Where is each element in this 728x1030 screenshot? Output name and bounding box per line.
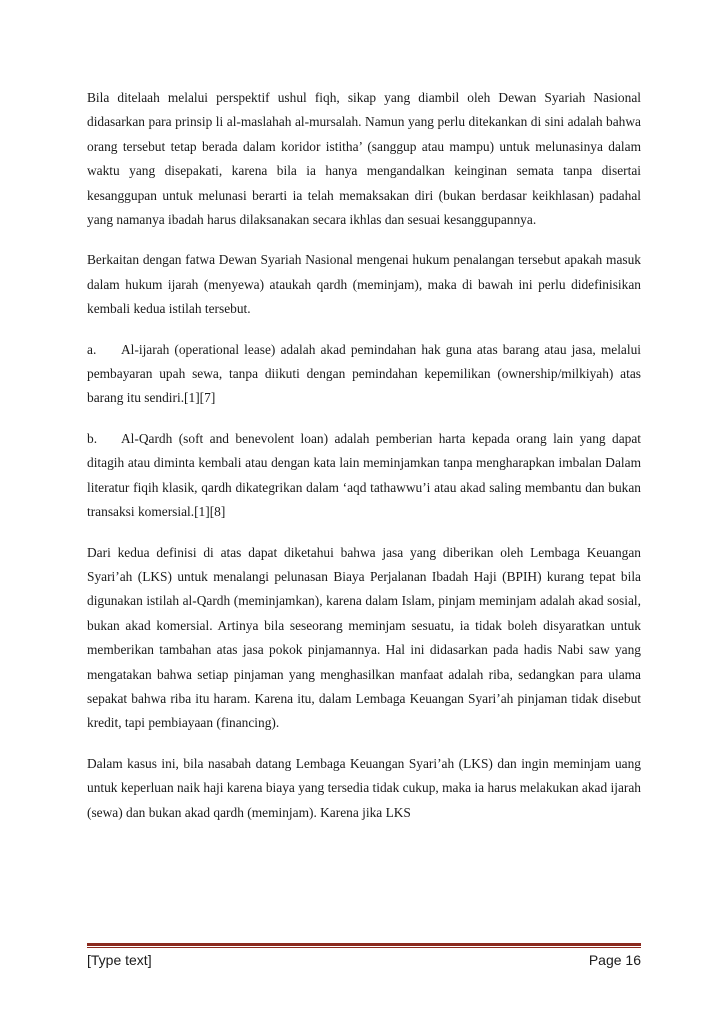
body-text xyxy=(87,86,641,825)
definition-text: Al-ijarah (operational lease) adalah akad pemindahan hak guna atas barang atau jasa, melalui pembayaran upah sewa, tanpa diikuti dengan pemindahan kepemilikan (ownership/milkiyah) atas barang itu sendiri.[1][7] xyxy=(87,341,641,406)
page-number: Page 16 xyxy=(588,952,641,968)
list-marker: a. xyxy=(87,341,97,357)
page-footer xyxy=(87,952,641,974)
paragraph-ushul-fiqh: Bila ditelaah melalui perspektif ushul fiqh, sikap yang diambil oleh Dewan Syariah Nasional didasarkan para prinsip li al-maslahah al-mursalah. Namun yang perlu ditekankan di sini adalah bahwa orang tersebut tetap berada dalam koridor istitha’ (sanggup atau mampu) untuk melunasinya dalam waktu yang disepakati, karena bila ia hanya mengandalkan keinginan semata tanpa disertai kesanggupan untuk melunasi berarti ia telah memaksakan diri (bukan berdasar keikhlasan) padahal yang namanya ibadah harus dilaksanakan secara ikhlas dan sesuai kesanggupannya. xyxy=(87,90,641,228)
footer-rule-thick xyxy=(87,943,641,946)
paragraph-conclusion: Dari kedua definisi di atas dapat diketahui bahwa jasa yang diberikan oleh Lembaga Keuangan Syari’ah (LKS) untuk menalangi pelunasan Biaya Perjalanan Ibadah Haji (BPIH) kurang tepat bila digunakan istilah al-Qardh (meminjamkan), karena dalam Islam, pinjam meminjam adalah akad sosial, bukan akad komersial. Artinya bila seseorang meminjam sesuatu, ia tidak boleh disyaratkan untuk memberikan tambahan atas jasa pokok pinjamannya. Hal ini didasarkan pada hadis Nabi saw yang mengatakan bahwa setiap pinjaman yang menghasilkan manfaat adalah riba, sedangkan para ulama sepakat bahwa riba itu haram. Karena itu, dalam Lembaga Keuangan Syari’ah pinjaman tidak disebut kredit, tapi pembiayaan (financing). xyxy=(87,544,641,731)
definition-text: Al-Qardh (soft and benevolent loan) adalah pemberian harta kepada orang lain yang dapat ditagih atau diminta kembali atau dengan kata lain meminjamkan tanpa mengharapkan imbalan Dalam literatur fiqih klasik, qardh dikategrikan dalam ‘aqd tathawwu’i atau akad saling membantu dan bukan transaksi komersial.[1][8] xyxy=(87,430,641,520)
list-marker: b. xyxy=(87,430,98,446)
definition-qardh xyxy=(87,427,641,525)
footer-rule-thin xyxy=(87,947,641,948)
paragraph-fatwa-dsn: Berkaitan dengan fatwa Dewan Syariah Nasional mengenai hukum penalangan tersebut apakah masuk dalam hukum ijarah (menyewa) ataukah qardh (meminjam), maka di bawah ini perlu didefinisikan kembali kedua istilah tersebut. xyxy=(87,252,641,317)
footer-placeholder-text: [Type text] xyxy=(87,952,152,968)
definition-ijarah xyxy=(87,338,641,411)
paragraph-case: Dalam kasus ini, bila nasabah datang Lembaga Keuangan Syari’ah (LKS) dan ingin meminjam uang untuk keperluan naik haji karena biaya yang tersedia tidak cukup, maka ia harus melakukan akad ijarah (sewa) dan bukan akad qardh (meminjam). Karena jika LKS xyxy=(87,755,642,820)
